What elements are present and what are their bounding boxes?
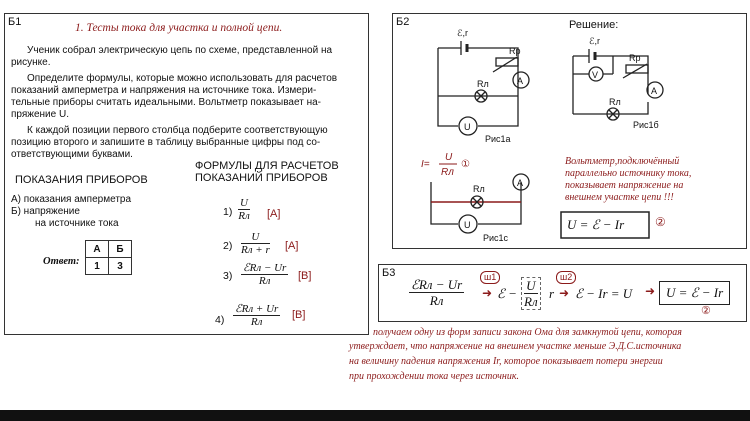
current-denominator: Rл: [441, 167, 454, 178]
conclusion-line: утверждает, что напряжение на внешнем участке меньше Э.Д.С.источника: [349, 341, 682, 352]
lamp-label: Rл: [477, 79, 489, 89]
formula-number: 3): [223, 270, 233, 282]
source-label: ℰ,r: [589, 36, 600, 46]
formula-denominator: Rл: [250, 316, 263, 328]
step-tag-2: ш2: [556, 271, 576, 284]
fig-caption: Рис1с: [483, 233, 509, 243]
formula-3: [241, 261, 288, 287]
conclusion-line: на величину падения напряжения Ir, которое показывает потери энергии: [349, 356, 663, 367]
formula-mark: [A]: [285, 240, 299, 252]
formula-mark: [A]: [267, 208, 281, 220]
p2-line: показаний амперметра и напряжения на источнике тока. Измери-: [11, 85, 317, 96]
formula-mark: [B]: [298, 270, 312, 282]
rheostat-label: Rр: [509, 46, 521, 56]
answer-label: Ответ:: [43, 256, 80, 267]
b3-denominator: Rл: [429, 293, 444, 308]
formula-numerator: ℰRл + Ur: [235, 303, 279, 315]
arrow-icon: ➜: [482, 286, 493, 300]
circuit-diagrams: [393, 14, 745, 247]
p2-line: тельные приборы считать идеальными. Вольтметр показывает на-: [11, 97, 321, 108]
arrow-icon: ➜: [559, 286, 570, 300]
p1-line: рисунке.: [11, 57, 51, 68]
step-tag-1: ш1: [480, 271, 500, 284]
step-circle-1: ①: [461, 159, 470, 170]
b3-mid2: ℰ − Ir = U: [575, 286, 633, 301]
answer-head-b: Б: [109, 241, 132, 258]
panel-tag: Б1: [8, 16, 22, 28]
formula-numerator: U: [240, 197, 248, 209]
answer-head-a: А: [86, 241, 109, 258]
p2-line: пряжение U.: [11, 109, 69, 120]
b3-mid1-denominator: Rл: [524, 294, 538, 309]
p3-line: ответствующими буквами.: [11, 149, 133, 160]
formula-number: 2): [223, 240, 233, 252]
formula-2: [241, 231, 270, 256]
b3-mid1-numerator: U: [524, 278, 538, 294]
ammeter-label: A: [651, 86, 658, 96]
b3-mid1-fraction: [521, 277, 541, 310]
rheostat-label: Rр: [629, 53, 641, 63]
solution-label: Решение:: [569, 19, 619, 31]
fig-caption: Рис1а: [485, 134, 511, 144]
answer-cell-a[interactable]: 1: [86, 258, 109, 275]
p2-line: Определите формулы, которые можно использовать для расчетов: [27, 73, 338, 84]
col1-item-a: А) показания амперметра: [11, 194, 132, 205]
current-lhs: I=: [421, 159, 430, 170]
formula-1: [238, 197, 250, 222]
formula-4: [233, 302, 280, 328]
ammeter-label: A: [517, 178, 524, 188]
panel-tag: Б3: [382, 267, 396, 279]
lamp-label: Rл: [609, 97, 621, 107]
arrow-icon: ➜: [645, 284, 656, 298]
voltmeter-label: U: [464, 122, 471, 132]
fig-caption: Рис1б: [633, 120, 659, 130]
step-circle-2: ②: [655, 215, 666, 229]
source-label: ℰ,r: [457, 28, 468, 38]
ammeter-label: A: [517, 76, 524, 86]
bottom-strip: [0, 410, 750, 421]
answer-table: [85, 240, 132, 275]
voltmeter-label: U: [464, 220, 471, 230]
col1-item-b-cont: на источнике тока: [35, 218, 119, 229]
p3-line: К каждой позиции первого столбца подберите соответствующую: [27, 125, 328, 136]
panel-tag: Б2: [396, 16, 410, 28]
voltmeter-label: V: [592, 70, 599, 80]
b3-result: U = ℰ − Ir: [659, 281, 730, 305]
formula-denominator: Rл + r: [241, 244, 270, 256]
panel-b3: [378, 264, 747, 322]
lamp-label: Rл: [473, 184, 485, 194]
note-line: параллельно источнику тока,: [565, 168, 692, 179]
formula-numerator: U: [241, 231, 270, 244]
conclusion-line: получаем одну из форм записи закона Ома для замкнутой цепи, которая: [373, 327, 682, 338]
formula-number: 4): [215, 314, 225, 326]
formula-mark: [B]: [292, 309, 306, 321]
formula-numerator: ℰRл − Ur: [243, 262, 287, 274]
col1-heading: ПОКАЗАНИЯ ПРИБОРОВ: [15, 174, 148, 186]
boxed-formula: U = ℰ − Ir: [567, 217, 625, 232]
col2-heading: ПОКАЗАНИЙ ПРИБОРОВ: [195, 172, 328, 184]
formula-number: 1): [223, 206, 233, 218]
note-line: показывает напряжение на: [565, 180, 684, 191]
current-numerator: U: [445, 152, 453, 163]
b3-mid1-post: r: [549, 286, 555, 301]
b3-fraction: [409, 277, 464, 308]
panel-b2: [392, 13, 747, 249]
p3-line: позицию второго и запишите в таблицу выбранные цифры под со-: [11, 137, 321, 148]
note-line: Вольтметр,подключённый: [565, 156, 680, 167]
answer-cell-b[interactable]: 3: [109, 258, 132, 275]
p1-line: Ученик собрал электрическую цепь по схеме, представленной на: [27, 45, 333, 56]
b3-mid1-pre: ℰ −: [497, 286, 517, 301]
conclusion-line: при прохождении тока через источник.: [349, 371, 519, 382]
step-circle-2: ②: [701, 305, 711, 317]
col2-heading: ФОРМУЛЫ ДЛЯ РАСЧЕТОВ: [195, 160, 339, 172]
note-line: внешнем участке цепи !!!: [565, 192, 674, 203]
b3-numerator: ℰRл − Ur: [411, 277, 463, 292]
panel-b1: [4, 13, 369, 335]
formula-denominator: Rл: [238, 210, 250, 222]
formula-denominator: Rл: [258, 275, 271, 287]
b1-title: 1. Тесты тока для участка и полной цепи.: [75, 22, 283, 34]
col1-item-b: Б) напряжение: [11, 206, 80, 217]
